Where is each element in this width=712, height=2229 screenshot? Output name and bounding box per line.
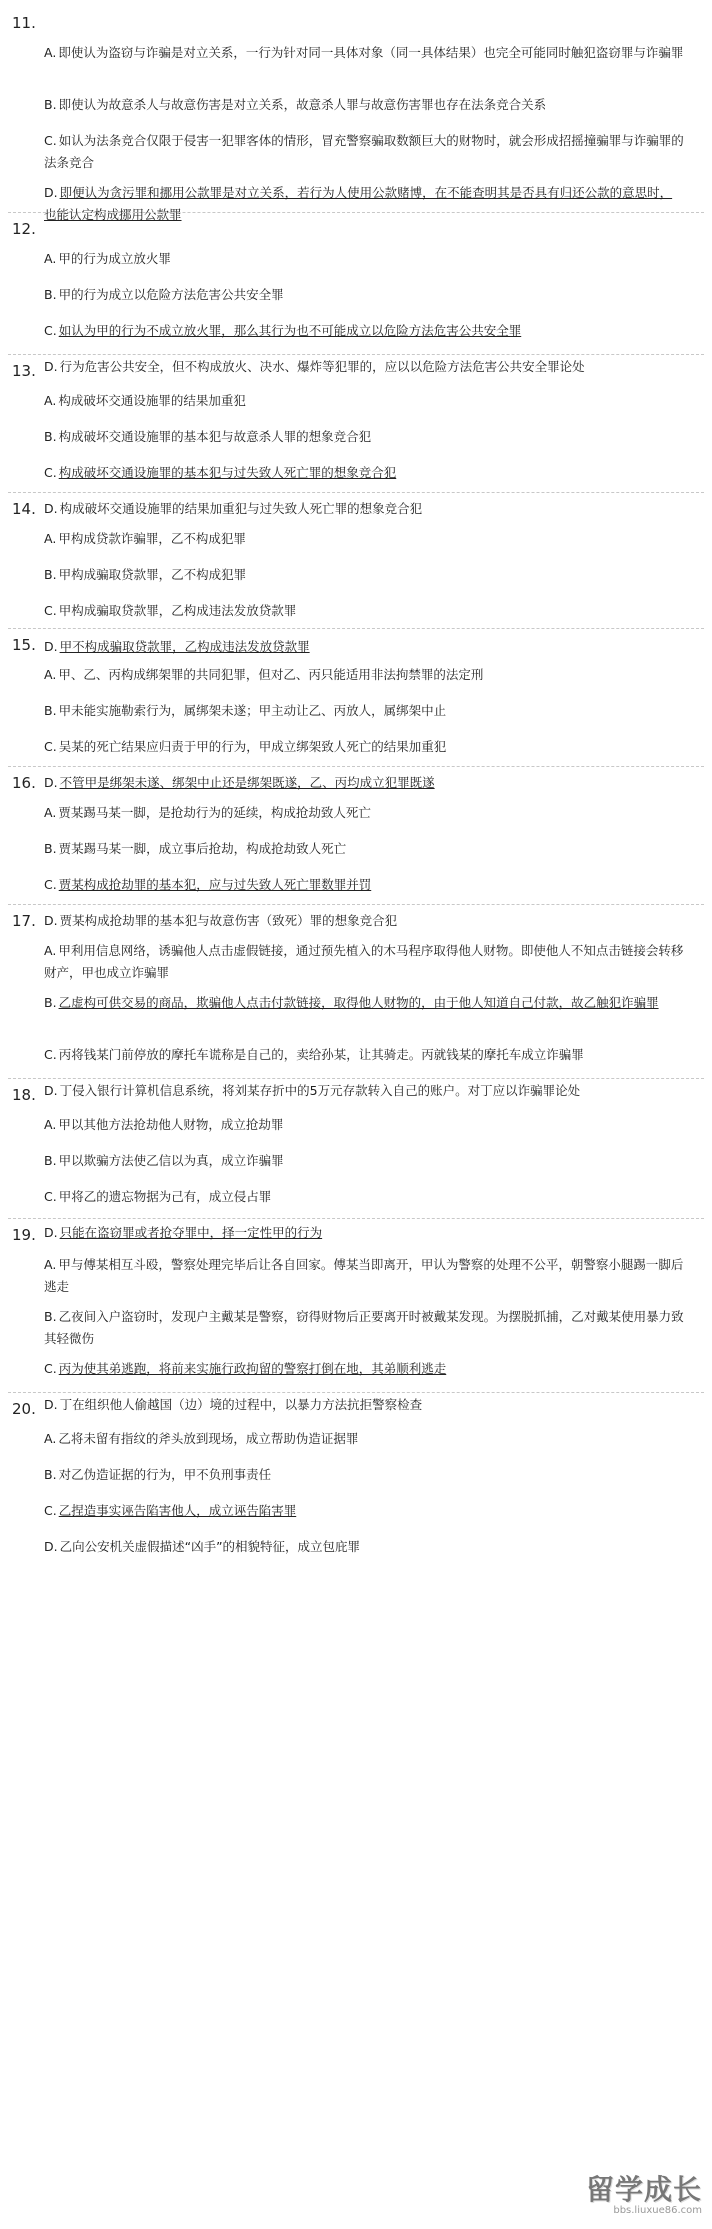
option-text: 丙为使其弟逃跑，将前来实施行政拘留的警察打倒在地，其弟顺利逃走 bbox=[58, 1361, 447, 1376]
option-text: 吴某的死亡结果应归责于甲的行为，甲成立绑架致人死亡的结果加重犯 bbox=[58, 739, 447, 754]
option-label: C. bbox=[44, 323, 57, 338]
answer-option bbox=[44, 1114, 684, 1136]
answer-option bbox=[44, 426, 684, 448]
answer-option bbox=[44, 700, 684, 722]
answer-option bbox=[44, 874, 684, 896]
option-text: 乙虚构可供交易的商品，欺骗他人点击付款链接，取得他人财物的，由于他人知道自己付款，故乙触犯诈骗罪 bbox=[58, 995, 659, 1010]
option-text: 如认为甲的行为不成立放火罪，那么其行为也不可能成立以危险方法危害公共安全罪 bbox=[58, 323, 522, 338]
option-label: C. bbox=[44, 133, 57, 148]
answer-option bbox=[44, 736, 684, 758]
question-number: 11. bbox=[12, 14, 36, 32]
option-label: C. bbox=[44, 739, 57, 754]
option-text: 甲不构成骗取贷款罪，乙构成违法发放贷款罪 bbox=[59, 639, 310, 654]
option-text: 甲以其他方法抢劫他人财物，成立抢劫罪 bbox=[58, 1117, 284, 1132]
option-text: 即使认为盗窃与诈骗是对立关系，一行为针对同一具体对象（同一具体结果）也完全可能同时触犯盗窃罪与诈骗罪 bbox=[58, 45, 684, 60]
option-text: 对乙伪造证据的行为，甲不负刑事责任 bbox=[58, 1467, 272, 1482]
option-label: C. bbox=[44, 603, 57, 618]
question-number: 20. bbox=[12, 1400, 36, 1418]
answer-option bbox=[44, 1254, 684, 1298]
option-label: D. bbox=[44, 501, 58, 516]
answer-option bbox=[44, 1358, 684, 1380]
answer-option bbox=[44, 600, 684, 622]
option-label: B. bbox=[44, 841, 57, 856]
option-text: 如认为法条竞合仅限于侵害一犯罪客体的情形，冒充警察骗取数额巨大的财物时，就会形成招摇撞骗罪与诈骗罪的法条竞合 bbox=[44, 133, 684, 170]
answer-option bbox=[44, 564, 684, 586]
answer-option bbox=[44, 1464, 684, 1486]
answer-option bbox=[44, 1222, 684, 1244]
answer-option bbox=[44, 390, 684, 412]
answer-option bbox=[44, 772, 684, 794]
option-text: 甲构成贷款诈骗罪，乙不构成犯罪 bbox=[58, 531, 246, 546]
answer-option bbox=[44, 664, 684, 686]
watermark-url: bbs.liuxue86.com bbox=[613, 2205, 702, 2216]
option-label: D. bbox=[44, 1539, 58, 1554]
answer-option bbox=[44, 528, 684, 550]
option-text: 丁侵入银行计算机信息系统，将刘某存折中的5万元存款转入自己的账户。对丁应以诈骗罪论处 bbox=[59, 1083, 581, 1098]
answer-option bbox=[44, 94, 684, 116]
answer-option bbox=[44, 356, 684, 378]
answer-option bbox=[44, 498, 684, 520]
option-text: 甲利用信息网络，诱骗他人点击虚假链接，通过预先植入的木马程序取得他人财物。即使他人不知点击链接会转移财产，甲也成立诈骗罪 bbox=[44, 943, 684, 980]
answer-option bbox=[44, 1500, 684, 1522]
option-label: C. bbox=[44, 1047, 57, 1062]
option-label: B. bbox=[44, 97, 57, 112]
option-label: D. bbox=[44, 639, 58, 654]
question-separator bbox=[8, 628, 704, 629]
option-label: D. bbox=[44, 359, 58, 374]
option-label: B. bbox=[44, 995, 57, 1010]
question-number: 15. bbox=[12, 636, 36, 654]
option-label: A. bbox=[44, 393, 57, 408]
option-text: 构成破坏交通设施罪的基本犯与过失致人死亡罪的想象竞合犯 bbox=[58, 465, 397, 480]
question-separator bbox=[8, 212, 704, 213]
option-label: B. bbox=[44, 1309, 57, 1324]
answer-option bbox=[44, 42, 684, 64]
answer-option bbox=[44, 802, 684, 824]
option-text: 贾某踢马某一脚，是抢劫行为的延续，构成抢劫致人死亡 bbox=[58, 805, 371, 820]
question-number: 16. bbox=[12, 774, 36, 792]
question-separator bbox=[8, 1078, 704, 1079]
question-number: 13. bbox=[12, 362, 36, 380]
option-text: 乙向公安机关虚假描述“凶手”的相貌特征，成立包庇罪 bbox=[59, 1539, 361, 1554]
answer-option bbox=[44, 1044, 684, 1066]
option-text: 贾某构成抢劫罪的基本犯，应与过失致人死亡罪数罪并罚 bbox=[58, 877, 372, 892]
option-text: 行为危害公共安全，但不构成放火、决水、爆炸等犯罪的，应以以危险方法危害公共安全罪论处 bbox=[59, 359, 585, 374]
option-label: B. bbox=[44, 429, 57, 444]
option-label: B. bbox=[44, 567, 57, 582]
option-label: D. bbox=[44, 913, 58, 928]
question-number: 14. bbox=[12, 500, 36, 518]
option-label: C. bbox=[44, 1503, 57, 1518]
answer-option bbox=[44, 1080, 684, 1102]
option-text: 乙将未留有指纹的斧头放到现场，成立帮助伪造证据罪 bbox=[58, 1431, 359, 1446]
option-text: 即便认为贪污罪和挪用公款罪是对立关系，若行为人使用公款赌博，在不能查明其是否具有归还公款的意思时，也能认定构成挪用公款罪 bbox=[44, 185, 673, 222]
answer-option bbox=[44, 838, 684, 860]
answer-option bbox=[44, 182, 684, 226]
option-label: A. bbox=[44, 1257, 57, 1272]
option-text: 乙夜间入户盗窃时，发现户主戴某是警察，窃得财物后正要离开时被戴某发现。为摆脱抓捕，乙对戴某使用暴力致其轻微伤 bbox=[44, 1309, 684, 1346]
question-number: 19. bbox=[12, 1226, 36, 1244]
option-text: 甲、乙、丙构成绑架罪的共同犯罪，但对乙、丙只能适用非法拘禁罪的法定刑 bbox=[58, 667, 484, 682]
answer-option bbox=[44, 248, 684, 270]
option-text: 乙捏造事实诬告陷害他人，成立诬告陷害罪 bbox=[58, 1503, 297, 1518]
question-separator bbox=[8, 492, 704, 493]
option-text: 丙将钱某门前停放的摩托车谎称是自己的，卖给孙某，让其骑走。丙就钱某的摩托车成立诈骗罪 bbox=[58, 1047, 584, 1062]
answer-option bbox=[44, 1186, 684, 1208]
option-label: A. bbox=[44, 531, 57, 546]
option-label: C. bbox=[44, 877, 57, 892]
option-label: C. bbox=[44, 465, 57, 480]
option-label: A. bbox=[44, 45, 57, 60]
answer-option bbox=[44, 284, 684, 306]
option-text: 甲将乙的遗忘物据为己有，成立侵占罪 bbox=[58, 1189, 272, 1204]
option-text: 只能在盗窃罪或者抢夺罪中，择一定性甲的行为 bbox=[59, 1225, 323, 1240]
option-text: 甲的行为成立以危险方法危害公共安全罪 bbox=[58, 287, 284, 302]
option-label: A. bbox=[44, 805, 57, 820]
watermark-logo: 留学成长 bbox=[585, 2173, 702, 2206]
option-text: 甲未能实施勒索行为，属绑架未遂；甲主动让乙、丙放人，属绑架中止 bbox=[58, 703, 447, 718]
answer-option bbox=[44, 320, 684, 342]
answer-option bbox=[44, 130, 684, 174]
question-number: 18. bbox=[12, 1086, 36, 1104]
option-text: 构成破坏交通设施罪的结果加重犯 bbox=[58, 393, 246, 408]
option-text: 甲以欺骗方法使乙信以为真，成立诈骗罪 bbox=[58, 1153, 284, 1168]
option-text: 丁在组织他人偷越国（边）境的过程中，以暴力方法抗拒警察检查 bbox=[59, 1397, 423, 1412]
option-text: 构成破坏交通设施罪的基本犯与故意杀人罪的想象竞合犯 bbox=[58, 429, 372, 444]
option-label: B. bbox=[44, 287, 57, 302]
option-text: 构成破坏交通设施罪的结果加重犯与过失致人死亡罪的想象竞合犯 bbox=[59, 501, 423, 516]
option-label: D. bbox=[44, 775, 58, 790]
answer-option bbox=[44, 636, 684, 658]
option-text: 贾某构成抢劫罪的基本犯与故意伤害（致死）罪的想象竞合犯 bbox=[59, 913, 398, 928]
option-text: 贾某踢马某一脚，成立事后抢劫，构成抢劫致人死亡 bbox=[58, 841, 347, 856]
option-label: D. bbox=[44, 1225, 58, 1240]
question-separator bbox=[8, 1392, 704, 1393]
question-number: 17. bbox=[12, 912, 36, 930]
option-text: 即使认为故意杀人与故意伤害是对立关系，故意杀人罪与故意伤害罪也存在法条竞合关系 bbox=[58, 97, 547, 112]
question-number: 12. bbox=[12, 220, 36, 238]
site-watermark bbox=[522, 2175, 702, 2223]
option-label: C. bbox=[44, 1361, 57, 1376]
answer-option bbox=[44, 1394, 684, 1416]
question-separator bbox=[8, 1218, 704, 1219]
option-label: A. bbox=[44, 251, 57, 266]
option-label: B. bbox=[44, 703, 57, 718]
option-text: 不管甲是绑架未遂、绑架中止还是绑架既遂，乙、丙均成立犯罪既遂 bbox=[59, 775, 435, 790]
option-label: D. bbox=[44, 1397, 58, 1412]
answer-option bbox=[44, 940, 684, 984]
option-label: A. bbox=[44, 1117, 57, 1132]
answer-option bbox=[44, 1150, 684, 1172]
option-text: 甲与傅某相互斗殴，警察处理完毕后让各自回家。傅某当即离开，甲认为警察的处理不公平，朝警察小腿踢一脚后逃走 bbox=[44, 1257, 684, 1294]
option-label: A. bbox=[44, 943, 57, 958]
option-text: 甲构成骗取贷款罪，乙构成违法发放贷款罪 bbox=[58, 603, 297, 618]
option-text: 甲构成骗取贷款罪，乙不构成犯罪 bbox=[58, 567, 247, 582]
answer-option bbox=[44, 462, 684, 484]
answer-option bbox=[44, 1306, 684, 1350]
question-separator bbox=[8, 766, 704, 767]
option-text: 甲的行为成立放火罪 bbox=[58, 251, 171, 266]
option-label: D. bbox=[44, 1083, 58, 1098]
answer-option bbox=[44, 1536, 684, 1558]
answer-option bbox=[44, 910, 684, 932]
option-label: B. bbox=[44, 1467, 57, 1482]
option-label: D. bbox=[44, 185, 58, 200]
option-label: B. bbox=[44, 1153, 57, 1168]
question-separator bbox=[8, 904, 704, 905]
answer-option bbox=[44, 992, 684, 1014]
option-label: C. bbox=[44, 1189, 57, 1204]
option-label: A. bbox=[44, 667, 57, 682]
answer-option bbox=[44, 1428, 684, 1450]
question-separator bbox=[8, 354, 704, 355]
option-label: A. bbox=[44, 1431, 57, 1446]
